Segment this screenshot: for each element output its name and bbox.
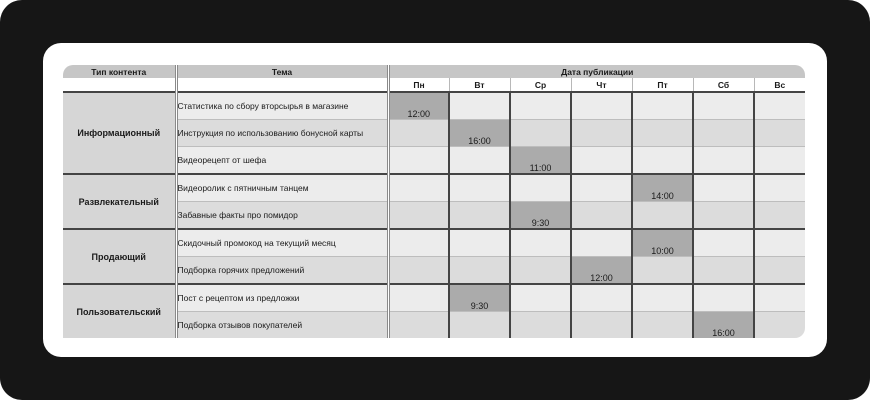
header-publication-date: Дата публикации <box>388 65 805 78</box>
time-cell <box>632 120 693 147</box>
time-cell <box>449 202 510 230</box>
time-cell <box>754 312 805 339</box>
day-header-tue: Вт <box>449 78 510 92</box>
time-cell <box>388 120 449 147</box>
table-row <box>63 284 805 312</box>
publication-schedule-table <box>63 65 805 338</box>
time-cell <box>510 312 571 339</box>
time-cell <box>754 147 805 175</box>
time-cell <box>693 174 754 202</box>
time-cell <box>693 120 754 147</box>
time-cell: 12:00 <box>388 92 449 120</box>
header-content-type: Тип контента <box>63 65 176 78</box>
time-cell: 10:00 <box>632 229 693 257</box>
time-cell <box>510 120 571 147</box>
time-cell <box>388 147 449 175</box>
time-cell <box>449 257 510 285</box>
topic-cell: Статистика по сбору вторсырья в магазине <box>176 92 388 120</box>
time-cell <box>693 257 754 285</box>
time-cell <box>632 257 693 285</box>
time-cell: 9:30 <box>449 284 510 312</box>
day-header-mon: Пн <box>388 78 449 92</box>
table-row <box>63 174 805 202</box>
time-cell <box>388 257 449 285</box>
time-cell <box>571 92 632 120</box>
time-cell: 14:00 <box>632 174 693 202</box>
time-cell <box>754 257 805 285</box>
time-cell <box>510 174 571 202</box>
time-cell: 11:00 <box>510 147 571 175</box>
days-blank-topic <box>176 78 388 92</box>
time-cell <box>571 229 632 257</box>
time-cell: 9:30 <box>510 202 571 230</box>
time-cell <box>510 284 571 312</box>
time-cell <box>693 284 754 312</box>
time-cell <box>510 229 571 257</box>
topic-cell: Инструкция по использованию бонусной карты <box>176 120 388 147</box>
time-cell <box>754 92 805 120</box>
time-cell <box>693 92 754 120</box>
time-cell <box>449 312 510 339</box>
day-header-fri: Пт <box>632 78 693 92</box>
table-row <box>63 92 805 120</box>
time-cell <box>632 284 693 312</box>
topic-cell: Видеоролик с пятничным танцем <box>176 174 388 202</box>
time-cell <box>388 229 449 257</box>
content-type-user-generated: Пользовательский <box>63 284 176 338</box>
schedule-card <box>43 43 827 357</box>
content-type-informational: Информационный <box>63 92 176 174</box>
time-cell <box>510 257 571 285</box>
topic-cell: Подборка отзывов покупателей <box>176 312 388 339</box>
time-cell <box>754 174 805 202</box>
topic-cell: Забавные факты про помидор <box>176 202 388 230</box>
topic-cell: Подборка горячих предложений <box>176 257 388 285</box>
time-cell <box>632 92 693 120</box>
table-row <box>63 229 805 257</box>
days-row <box>63 78 805 92</box>
content-type-selling: Продающий <box>63 229 176 284</box>
time-cell <box>754 202 805 230</box>
time-cell <box>754 284 805 312</box>
time-cell <box>632 147 693 175</box>
time-cell <box>693 229 754 257</box>
time-cell <box>632 312 693 339</box>
topic-cell: Видеорецепт от шефа <box>176 147 388 175</box>
time-cell <box>449 92 510 120</box>
time-cell <box>449 174 510 202</box>
time-cell <box>388 284 449 312</box>
time-cell: 16:00 <box>693 312 754 339</box>
topic-cell: Пост с рецептом из предложки <box>176 284 388 312</box>
topic-cell: Скидочный промокод на текущий месяц <box>176 229 388 257</box>
time-cell <box>632 202 693 230</box>
time-cell <box>571 284 632 312</box>
time-cell <box>571 202 632 230</box>
time-cell <box>449 229 510 257</box>
time-cell <box>510 92 571 120</box>
time-cell <box>754 120 805 147</box>
time-cell <box>754 229 805 257</box>
content-type-entertaining: Развлекательный <box>63 174 176 229</box>
day-header-thu: Чт <box>571 78 632 92</box>
time-cell <box>388 174 449 202</box>
day-header-sat: Сб <box>693 78 754 92</box>
time-cell: 12:00 <box>571 257 632 285</box>
time-cell <box>388 202 449 230</box>
header-row <box>63 65 805 78</box>
time-cell <box>693 147 754 175</box>
days-blank-type <box>63 78 176 92</box>
time-cell <box>388 312 449 339</box>
time-cell <box>571 120 632 147</box>
day-header-wed: Ср <box>510 78 571 92</box>
time-cell: 16:00 <box>449 120 510 147</box>
time-cell <box>449 147 510 175</box>
header-topic: Тема <box>176 65 388 78</box>
time-cell <box>571 174 632 202</box>
day-header-sun: Вс <box>754 78 805 92</box>
time-cell <box>571 147 632 175</box>
time-cell <box>571 312 632 339</box>
time-cell <box>693 202 754 230</box>
